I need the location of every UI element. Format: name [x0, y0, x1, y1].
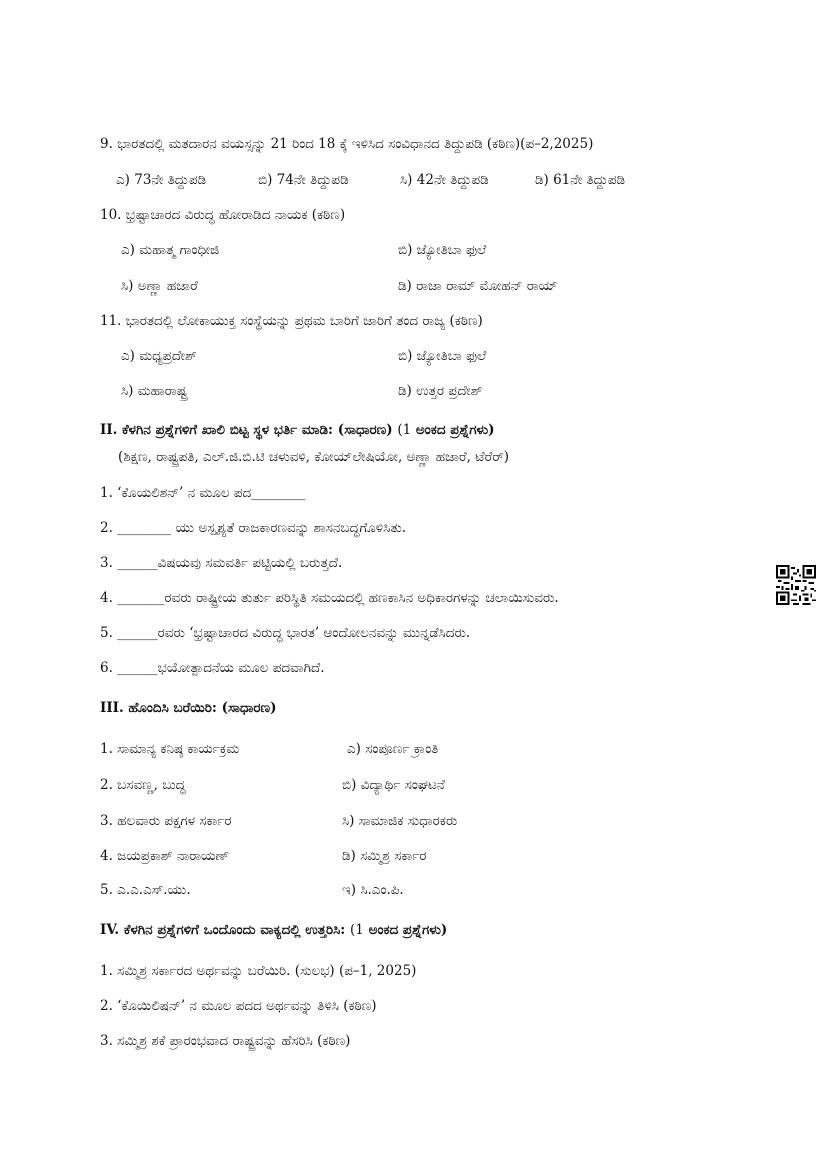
qr-code: [776, 565, 816, 605]
short-answer-3: 3. ಸಮ್ಮಿಶ್ರ ಶಕೆ ಪ್ರಾರಂಭವಾದ ರಾಷ್ಟ್ರವನ್ನು ಹೆಸರಿಸಿ (ಕಠಿಣ): [100, 1033, 351, 1049]
section-2-marks-prefix: (1: [397, 422, 412, 438]
section-4-numeral: IV.: [100, 922, 120, 938]
mcq-9-option-d: ಡಿ) 61ನೇ ತಿದ್ದುಪಡಿ: [535, 172, 626, 188]
mcq-10-option-b: ಬಿ) ಜ್ಯೋತಿಬಾ ಫುಲೆ: [398, 242, 487, 258]
section-4-title: ಕೆಳಗಿನ ಪ್ರಶ್ನೆಗಳಿಗೆ ಒಂದೊಂದು ವಾಕ್ಯದಲ್ಲಿ ಉತ್ತರಿಸಿ:: [123, 922, 346, 938]
short-answer-1: 1. ಸಮ್ಮಿಶ್ರ ಸರ್ಕಾರದ ಅರ್ಥವನ್ನು ಬರೆಯಿರಿ. (ಸುಲಭ) (ಪ–1, 2025): [100, 963, 417, 979]
fill-blank-5: 5. ______ರವರು ‘ಭ್ರಷ್ಟಾಚಾರದ ವಿರುದ್ಧ ಭಾರತ’ ಆಂದೋಲನವನ್ನು ಮುನ್ನಡೆಸಿದರು.: [100, 625, 471, 641]
short-answer-2: 2. ‘ಕೊಯಿಲಿಷನ್’ ನ ಮೂಲ ಪದದ ಅರ್ಥವನ್ನು ತಿಳಿಸಿ (ಕಠಿಣ): [100, 998, 377, 1014]
match-right-c: ಸಿ) ಸಾಮಾಜಿಕ ಸುಧಾರಕರು: [342, 813, 458, 829]
match-right-e: ಇ) ಸಿ.ಎಂ.ಪಿ.: [342, 882, 404, 898]
match-left-3: 3. ಹಲವಾರು ಪಕ್ಷಗಳ ಸರ್ಕಾರ: [100, 813, 232, 829]
section-2-title: ಕೆಳಗಿನ ಪ್ರಶ್ನೆಗಳಿಗೆ ಖಾಲಿ ಬಿಟ್ಟ ಸ್ಥಳ ಭರ್ತಿ ಮಾಡಿ:: [122, 422, 333, 438]
mcq-10-question: 10. ಭ್ರಷ್ಟಾಚಾರದ ವಿರುದ್ಧ ಹೋರಾಡಿದ ನಾಯಕ (ಕಠಿಣ): [100, 207, 346, 223]
match-left-1: 1. ಸಾಮಾನ್ಯ ಕನಿಷ್ಠ ಕಾರ್ಯಕ್ರಮ: [100, 741, 240, 757]
mcq-10-option-d: ಡಿ) ರಾಜಾ ರಾಮ್ ಮೋಹನ್ ರಾಯ್: [398, 278, 558, 294]
section-3-level: (ಸಾಧಾರಣ): [221, 700, 277, 716]
mcq-11-question: 11. ಭಾರತದಲ್ಲಿ ಲೋಕಾಯುಕ್ತ ಸಂಸ್ಥೆಯನ್ನು ಪ್ರಥಮ ಬಾರಿಗೆ ಜಾರಿಗೆ ತಂದ ರಾಜ್ಯ (ಕಠಿಣ): [100, 313, 483, 329]
mcq-9-option-a: ಎ) 73ನೇ ತಿದ್ದುಪಡಿ: [116, 172, 207, 188]
match-right-b: ಬಿ) ವಿದ್ಯಾರ್ಥಿ ಸಂಘಟನೆ: [342, 777, 445, 793]
mcq-9-option-c: ಸಿ) 42ನೇ ತಿದ್ದುಪಡಿ: [400, 172, 489, 188]
section-4-marks: ಅಂಕದ ಪ್ರಶ್ನೆಗಳು): [368, 922, 448, 938]
section-4-marks-prefix: (1: [350, 922, 364, 938]
section-2-numeral: II.: [100, 422, 118, 438]
mcq-11-option-b: ಬಿ) ಜ್ಯೋತಿಬಾ ಫುಲೆ: [398, 348, 487, 364]
mcq-10-option-a: ಎ) ಮಹಾತ್ಮ ಗಾಂಧೀಜಿ: [121, 242, 220, 258]
section-4-heading: [100, 921, 447, 939]
section-3-title: ಹೊಂದಿಸಿ ಬರೆಯಿರಿ:: [128, 700, 217, 716]
section-3-heading: [100, 699, 277, 717]
match-left-5: 5. ಎ.ಎ.ಎಸ್.ಯು.: [100, 882, 191, 898]
mcq-11-option-a: ಎ) ಮಧ್ಯಪ್ರದೇಶ್: [121, 348, 197, 364]
fill-blank-3: 3. ______ವಿಷಯವು ಸಮವರ್ತಿ ಪಟ್ಟಿಯಲ್ಲಿ ಬರುತ್ತದೆ.: [100, 555, 343, 571]
mcq-10-option-c: ಸಿ) ಅಣ್ಣಾ ಹಜಾರೆ: [121, 278, 198, 294]
match-left-2: 2. ಬಸವಣ್ಣ, ಬುದ್ಧ: [100, 777, 186, 793]
section-2-word-bank: (ಶಿಕ್ಷಣ, ರಾಷ್ಟ್ರಪತಿ, ಎಲ್.ಜಿ.ಬಿ.ಟಿ ಚಳುವಳಿ, ಕೋಯ್‌ಲೇಷಿಯೋ, ಅಣ್ಣಾ ಹಜಾರೆ, ಟೆರೆರ್): [118, 449, 510, 465]
mcq-11-option-c: ಸಿ) ಮಹಾರಾಷ್ಟ್ರ: [121, 383, 188, 399]
section-2-level: (ಸಾಧಾರಣ): [337, 422, 393, 438]
match-left-4: 4. ಜಯಪ್ರಕಾಶ್ ನಾರಾಯಣ್: [100, 848, 230, 864]
fill-blank-4: 4. _______ರವರು ರಾಷ್ಟ್ರೀಯ ತುರ್ತು ಪರಿಸ್ಥಿತಿ ಸಮಯದಲ್ಲಿ ಹಣಕಾಸಿನ ಅಧಿಕಾರಗಳನ್ನು ಚಲಾಯಿಸುವರು.: [100, 590, 559, 606]
fill-blank-1: 1. ‘ಕೊಯಲಿಶನ್’ ನ ಮೂಲ ಪದ________: [100, 485, 306, 501]
section-3-numeral: III.: [100, 700, 124, 716]
match-right-d: ಡಿ) ಸಮ್ಮಿಶ್ರ ಸರ್ಕಾರ: [342, 848, 427, 864]
section-2-marks: ಅಂಕದ ಪ್ರಶ್ನೆಗಳು): [415, 422, 495, 438]
mcq-9-option-b: ಬಿ) 74ನೇ ತಿದ್ದುಪಡಿ: [258, 172, 349, 188]
fill-blank-6: 6. ______ಭಯೋತ್ಪಾದನೆಯ ಮೂಲ ಪದವಾಗಿದೆ.: [100, 660, 325, 676]
mcq-9-question: 9. ಭಾರತದಲ್ಲಿ ಮತದಾರನ ವಯಸ್ಸನ್ನು 21 ರಿಂದ 18 ಕ್ಕೆ ಇಳಿಸಿದ ಸಂವಿಧಾನದ ತಿದ್ದುಪಡಿ (ಕಠಿಣ)(ಪ–2,2025): [100, 136, 594, 152]
mcq-11-option-d: ಡಿ) ಉತ್ತರ ಪ್ರದೇಶ್: [398, 383, 483, 399]
fill-blank-2: 2. ________ ಯು ಅಸ್ಪೃಶ್ಯತೆ ರಾಜಕಾರಣವನ್ನು ಶಾಸನಬದ್ಧಗೊಳಿಸಿತು.: [100, 520, 407, 536]
section-2-heading: [100, 421, 495, 439]
match-right-a: ಎ) ಸಂಪೂರ್ಣ ಕ್ರಾಂತಿ: [347, 741, 439, 757]
